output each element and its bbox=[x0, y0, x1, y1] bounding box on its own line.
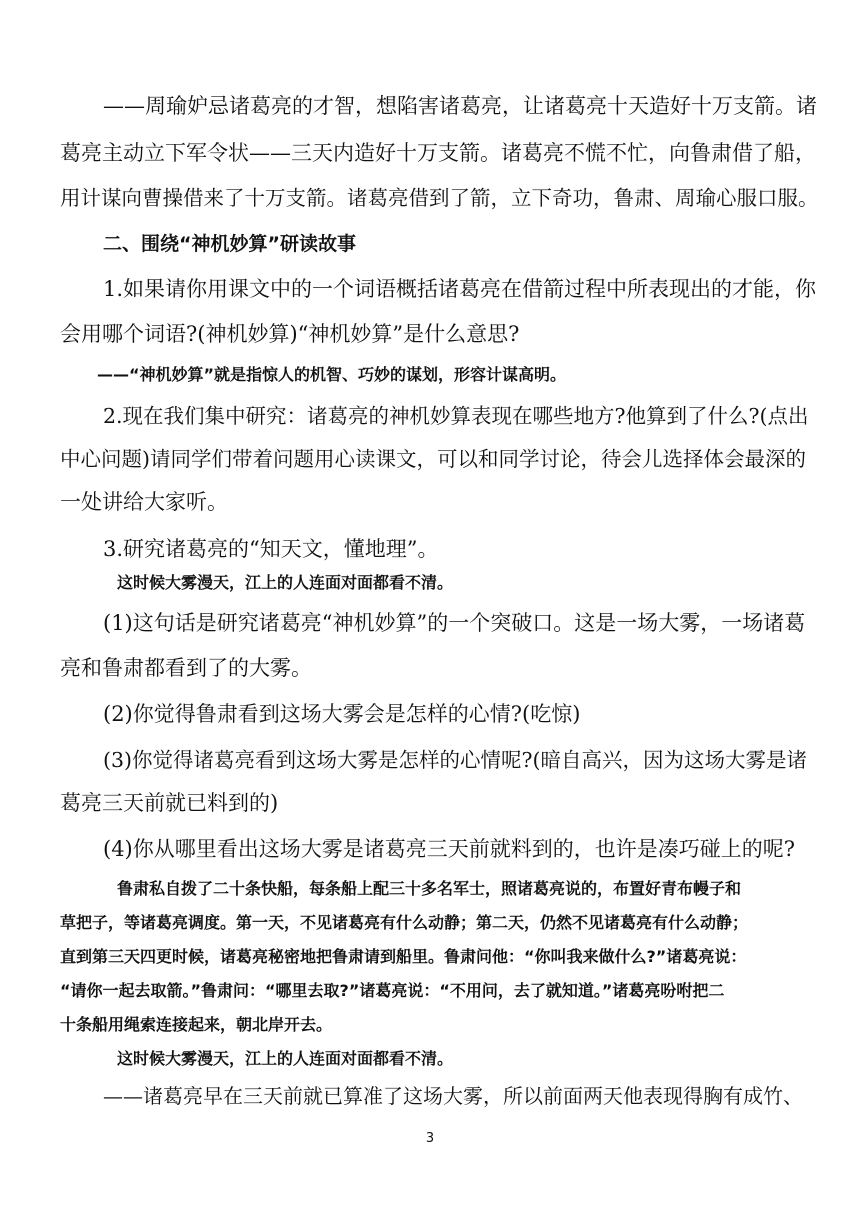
text-line: ——周瑜妒忌诸葛亮的才智，想陷害诸葛亮，让诸葛亮十天造好十万支箭。诸 bbox=[103, 94, 817, 118]
text-line: 一处讲给大家听。 bbox=[60, 490, 228, 514]
quote-line: 十条船用绳索连接起来，朝北岸开去。 bbox=[60, 1015, 333, 1034]
quote-line: 这时候大雾漫天，江上的人连面对面都看不清。 bbox=[117, 1049, 454, 1068]
quote-line: 鲁肃私自拨了二十条快船，每条船上配三十多名军士，照诸葛亮说的，布置好青布幔子和 bbox=[117, 879, 742, 898]
quote-line: “请你一起去取箭。”鲁肃问：“哪里去取?”诸葛亮说：“不用问，去了就知道。”诸葛亮吩咐把二 bbox=[60, 981, 725, 1000]
page-number: 3 bbox=[425, 1131, 435, 1146]
text-line: 葛亮三天前就已料到的) bbox=[60, 791, 279, 815]
text-line: 1.如果请你用课文中的一个词语概括诸葛亮在借箭过程中所表现出的才能，你 bbox=[103, 277, 817, 301]
quote-line: 这时候大雾漫天，江上的人连面对面都看不清。 bbox=[117, 573, 454, 592]
bold-answer: ——“神机妙算”就是指惊人的机智、巧妙的谋划，形容计谋高明。 bbox=[97, 365, 567, 384]
text-line: (2)你觉得鲁肃看到这场大雾会是怎样的心情?(吃惊) bbox=[103, 702, 581, 726]
text-line: 2.现在我们集中研究：诸葛亮的神机妙算表现在哪些地方?他算到了什么?(点出 bbox=[103, 404, 809, 428]
text-line: 中心问题)请同学们带着问题用心读课文，可以和同学讨论，待会儿选择体会最深的 bbox=[60, 447, 806, 471]
text-line: 用计谋向曹操借来了十万支箭。诸葛亮借到了箭，立下奇功，鲁肃、周瑜心服口服。 bbox=[60, 186, 819, 210]
quote-line: 直到第三天四更时候，诸葛亮秘密地把鲁肃请到船里。鲁肃问他：“你叫我来做什么?”诸葛亮说： bbox=[60, 947, 747, 966]
text-line: (1)这句话是研究诸葛亮“神机妙算”的一个突破口。这是一场大雾，一场诸葛 bbox=[103, 611, 806, 635]
text-line: 3.研究诸葛亮的“知天文，懂地理”。 bbox=[103, 537, 439, 561]
text-line: 葛亮主动立下军令状——三天内造好十万支箭。诸葛亮不慌不忙，向鲁肃借了船， bbox=[60, 141, 816, 165]
text-line: (4)你从哪里看出这场大雾是诸葛亮三天前就料到的，也许是凑巧碰上的呢? bbox=[103, 837, 796, 861]
text-line: (3)你觉得诸葛亮看到这场大雾是怎样的心情呢?(暗自高兴，因为这场大雾是诸 bbox=[103, 748, 808, 772]
text-line: ——诸葛亮早在三天前就已算准了这场大雾，所以前面两天他表现得胸有成竹、 bbox=[103, 1084, 803, 1108]
text-line: 会用哪个词语?(神机妙算)“神机妙算”是什么意思? bbox=[60, 322, 520, 346]
section-heading: 二、围绕“神机妙算”研读故事 bbox=[103, 233, 356, 255]
quote-line: 草把子，等诸葛亮调度。第一天，不见诸葛亮有什么动静；第二天，仍然不见诸葛亮有什么动静； bbox=[60, 913, 749, 932]
text-line: 亮和鲁肃都看到了的大雾。 bbox=[60, 656, 312, 680]
